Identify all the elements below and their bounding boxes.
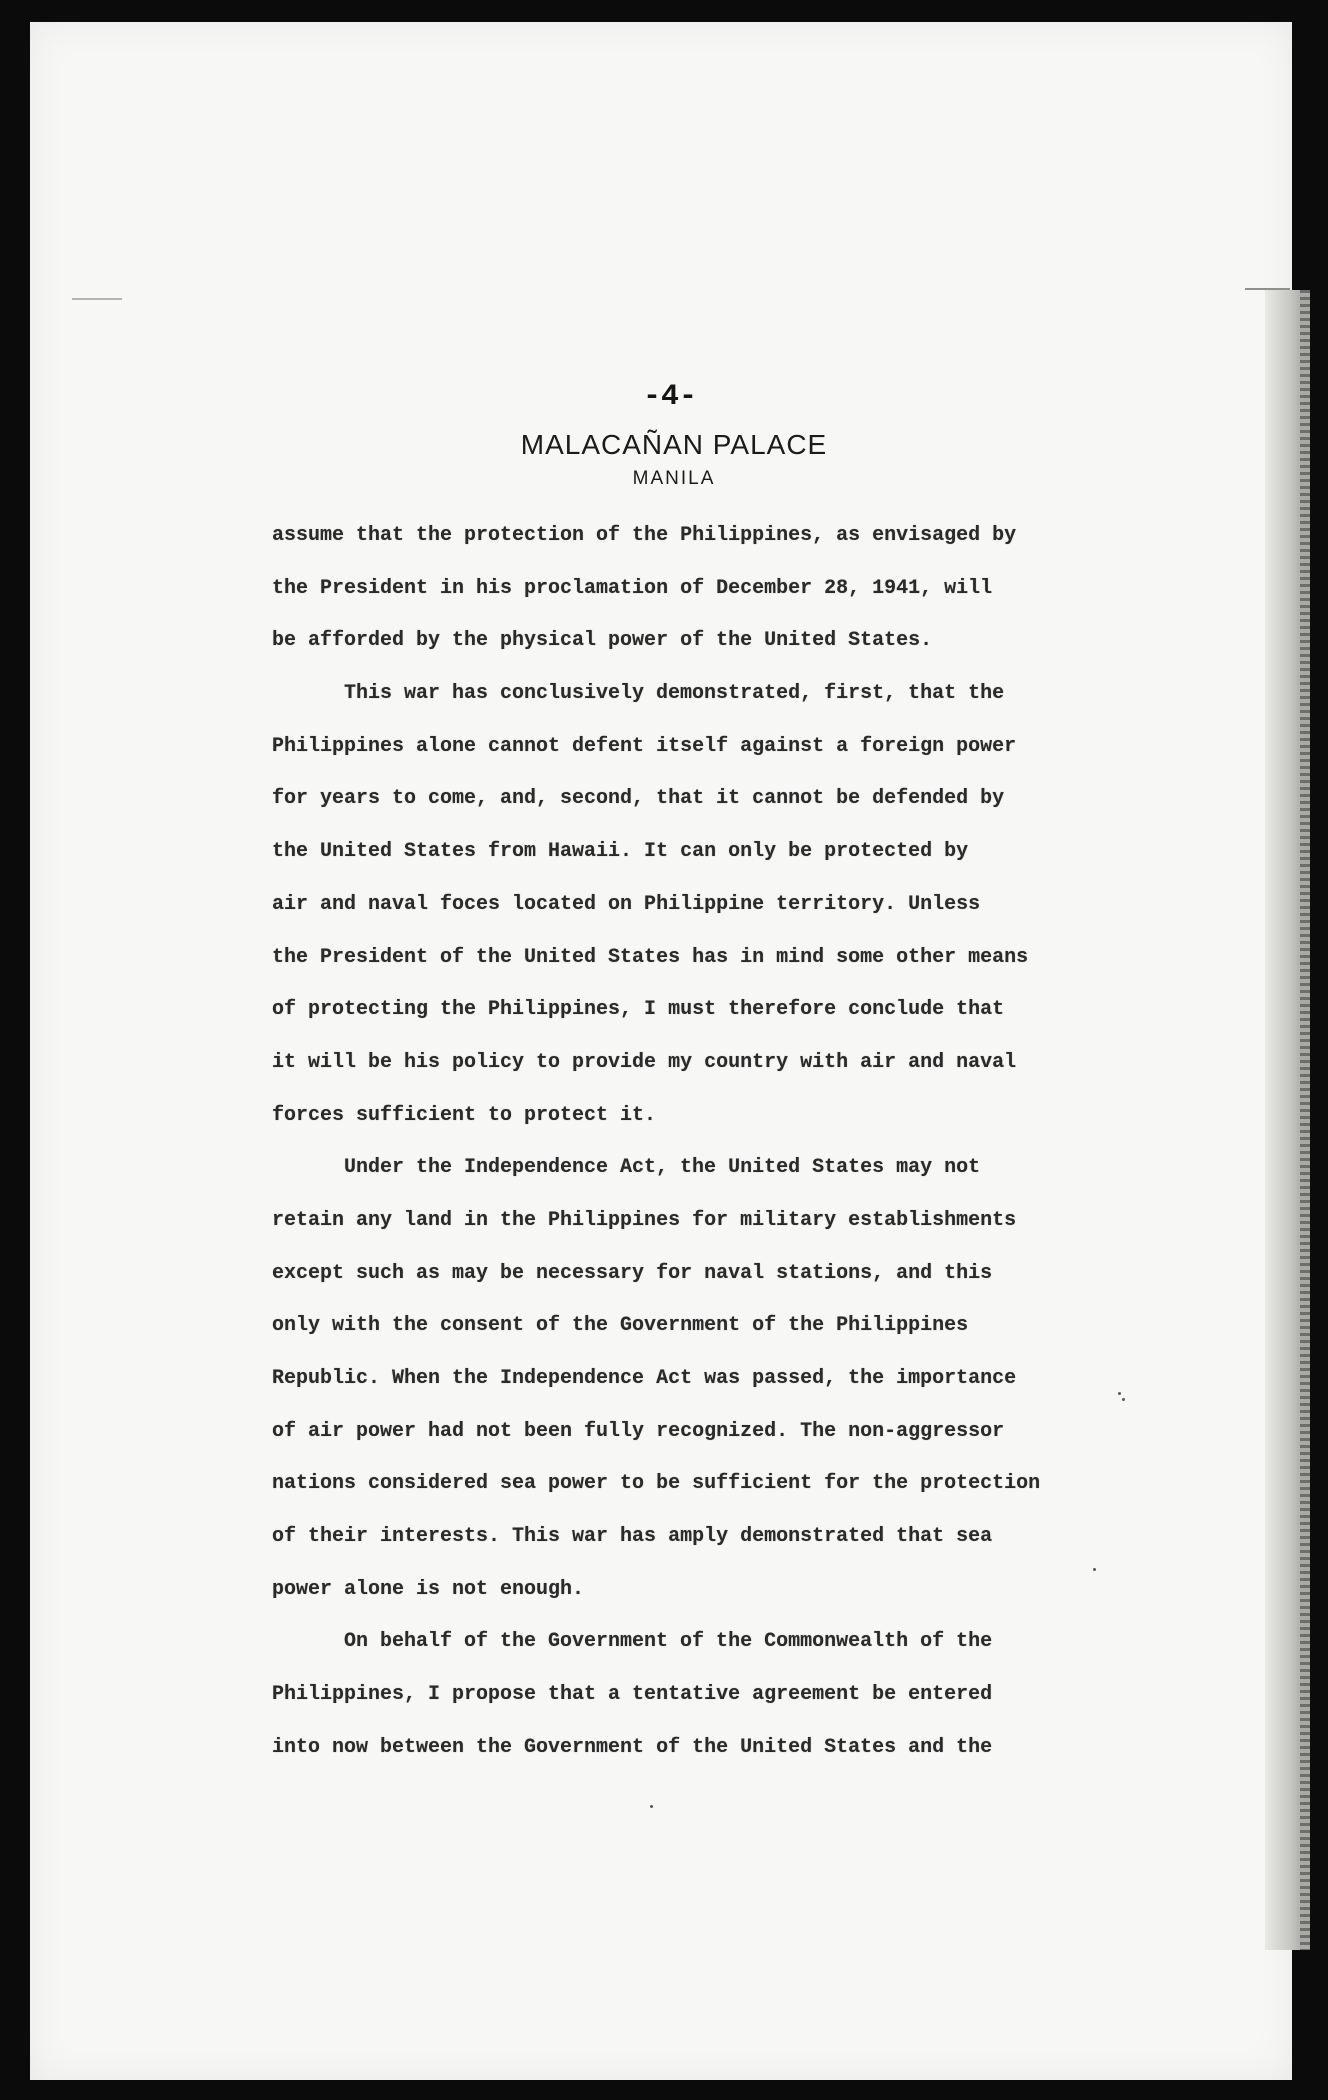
body-line: the President in his proclamation of December 28, 1941, will	[272, 576, 993, 600]
body-line: Philippines, I propose that a tentative agreement be entered	[272, 1683, 993, 1707]
body-line: air and naval foces located on Philippine territory. Unless	[272, 892, 981, 916]
body-line: On behalf of the Government of the Commonwealth of the	[344, 1630, 993, 1654]
letter-body	[272, 510, 1132, 1775]
letterhead-city: MANILA	[632, 468, 716, 489]
scan-speck	[1093, 1568, 1096, 1571]
body-line: forces sufficient to protect it.	[272, 1103, 657, 1127]
body-line: assume that the protection of the Philippines, as envisaged by	[272, 524, 1017, 547]
body-line: of air power had not been fully recognized. The non-aggressor	[272, 1419, 1005, 1443]
page-number: -4-	[642, 380, 697, 414]
body-line: of protecting the Philippines, I must therefore conclude that	[272, 998, 1005, 1022]
body-line: the President of the United States has in mind some other means	[272, 945, 1029, 969]
body-line: Philippines alone cannot defent itself against a foreign power	[272, 734, 1017, 758]
body-line: nations considered sea power to be sufficient for the protection	[272, 1472, 1041, 1496]
body-line: retain any land in the Philippines for military establishments	[272, 1208, 1017, 1232]
scan-mark-right	[1245, 288, 1290, 290]
body-line: into now between the Government of the United States and the	[272, 1735, 993, 1759]
letterhead-office: MALACAÑAN PALACE	[520, 429, 828, 460]
body-line: except such as may be necessary for naval stations, and this	[272, 1261, 993, 1285]
scan-mark-left	[72, 298, 122, 300]
scan-speck	[1122, 1398, 1125, 1401]
scan-speck	[1118, 1392, 1121, 1395]
scan-speck	[650, 1805, 653, 1808]
letterhead	[444, 428, 904, 492]
body-line: power alone is not enough.	[272, 1577, 585, 1601]
body-line: for years to come, and, second, that it cannot be defended by	[272, 787, 1005, 811]
body-line: only with the consent of the Government of the Philippines	[272, 1314, 969, 1338]
body-line: This war has conclusively demonstrated, first, that the	[344, 682, 1005, 706]
body-line: Under the Independence Act, the United States may not	[344, 1156, 981, 1180]
body-line: Republic. When the Independence Act was passed, the importance	[272, 1367, 1017, 1390]
scan-edge-strip	[1265, 290, 1310, 1950]
body-line: it will be his policy to provide my country with air and naval	[272, 1050, 1017, 1074]
body-line: the United States from Hawaii. It can only be protected by	[272, 840, 969, 864]
body-line: of their interests. This war has amply demonstrated that sea	[272, 1525, 993, 1549]
body-line: be afforded by the physical power of the United States.	[272, 629, 933, 653]
